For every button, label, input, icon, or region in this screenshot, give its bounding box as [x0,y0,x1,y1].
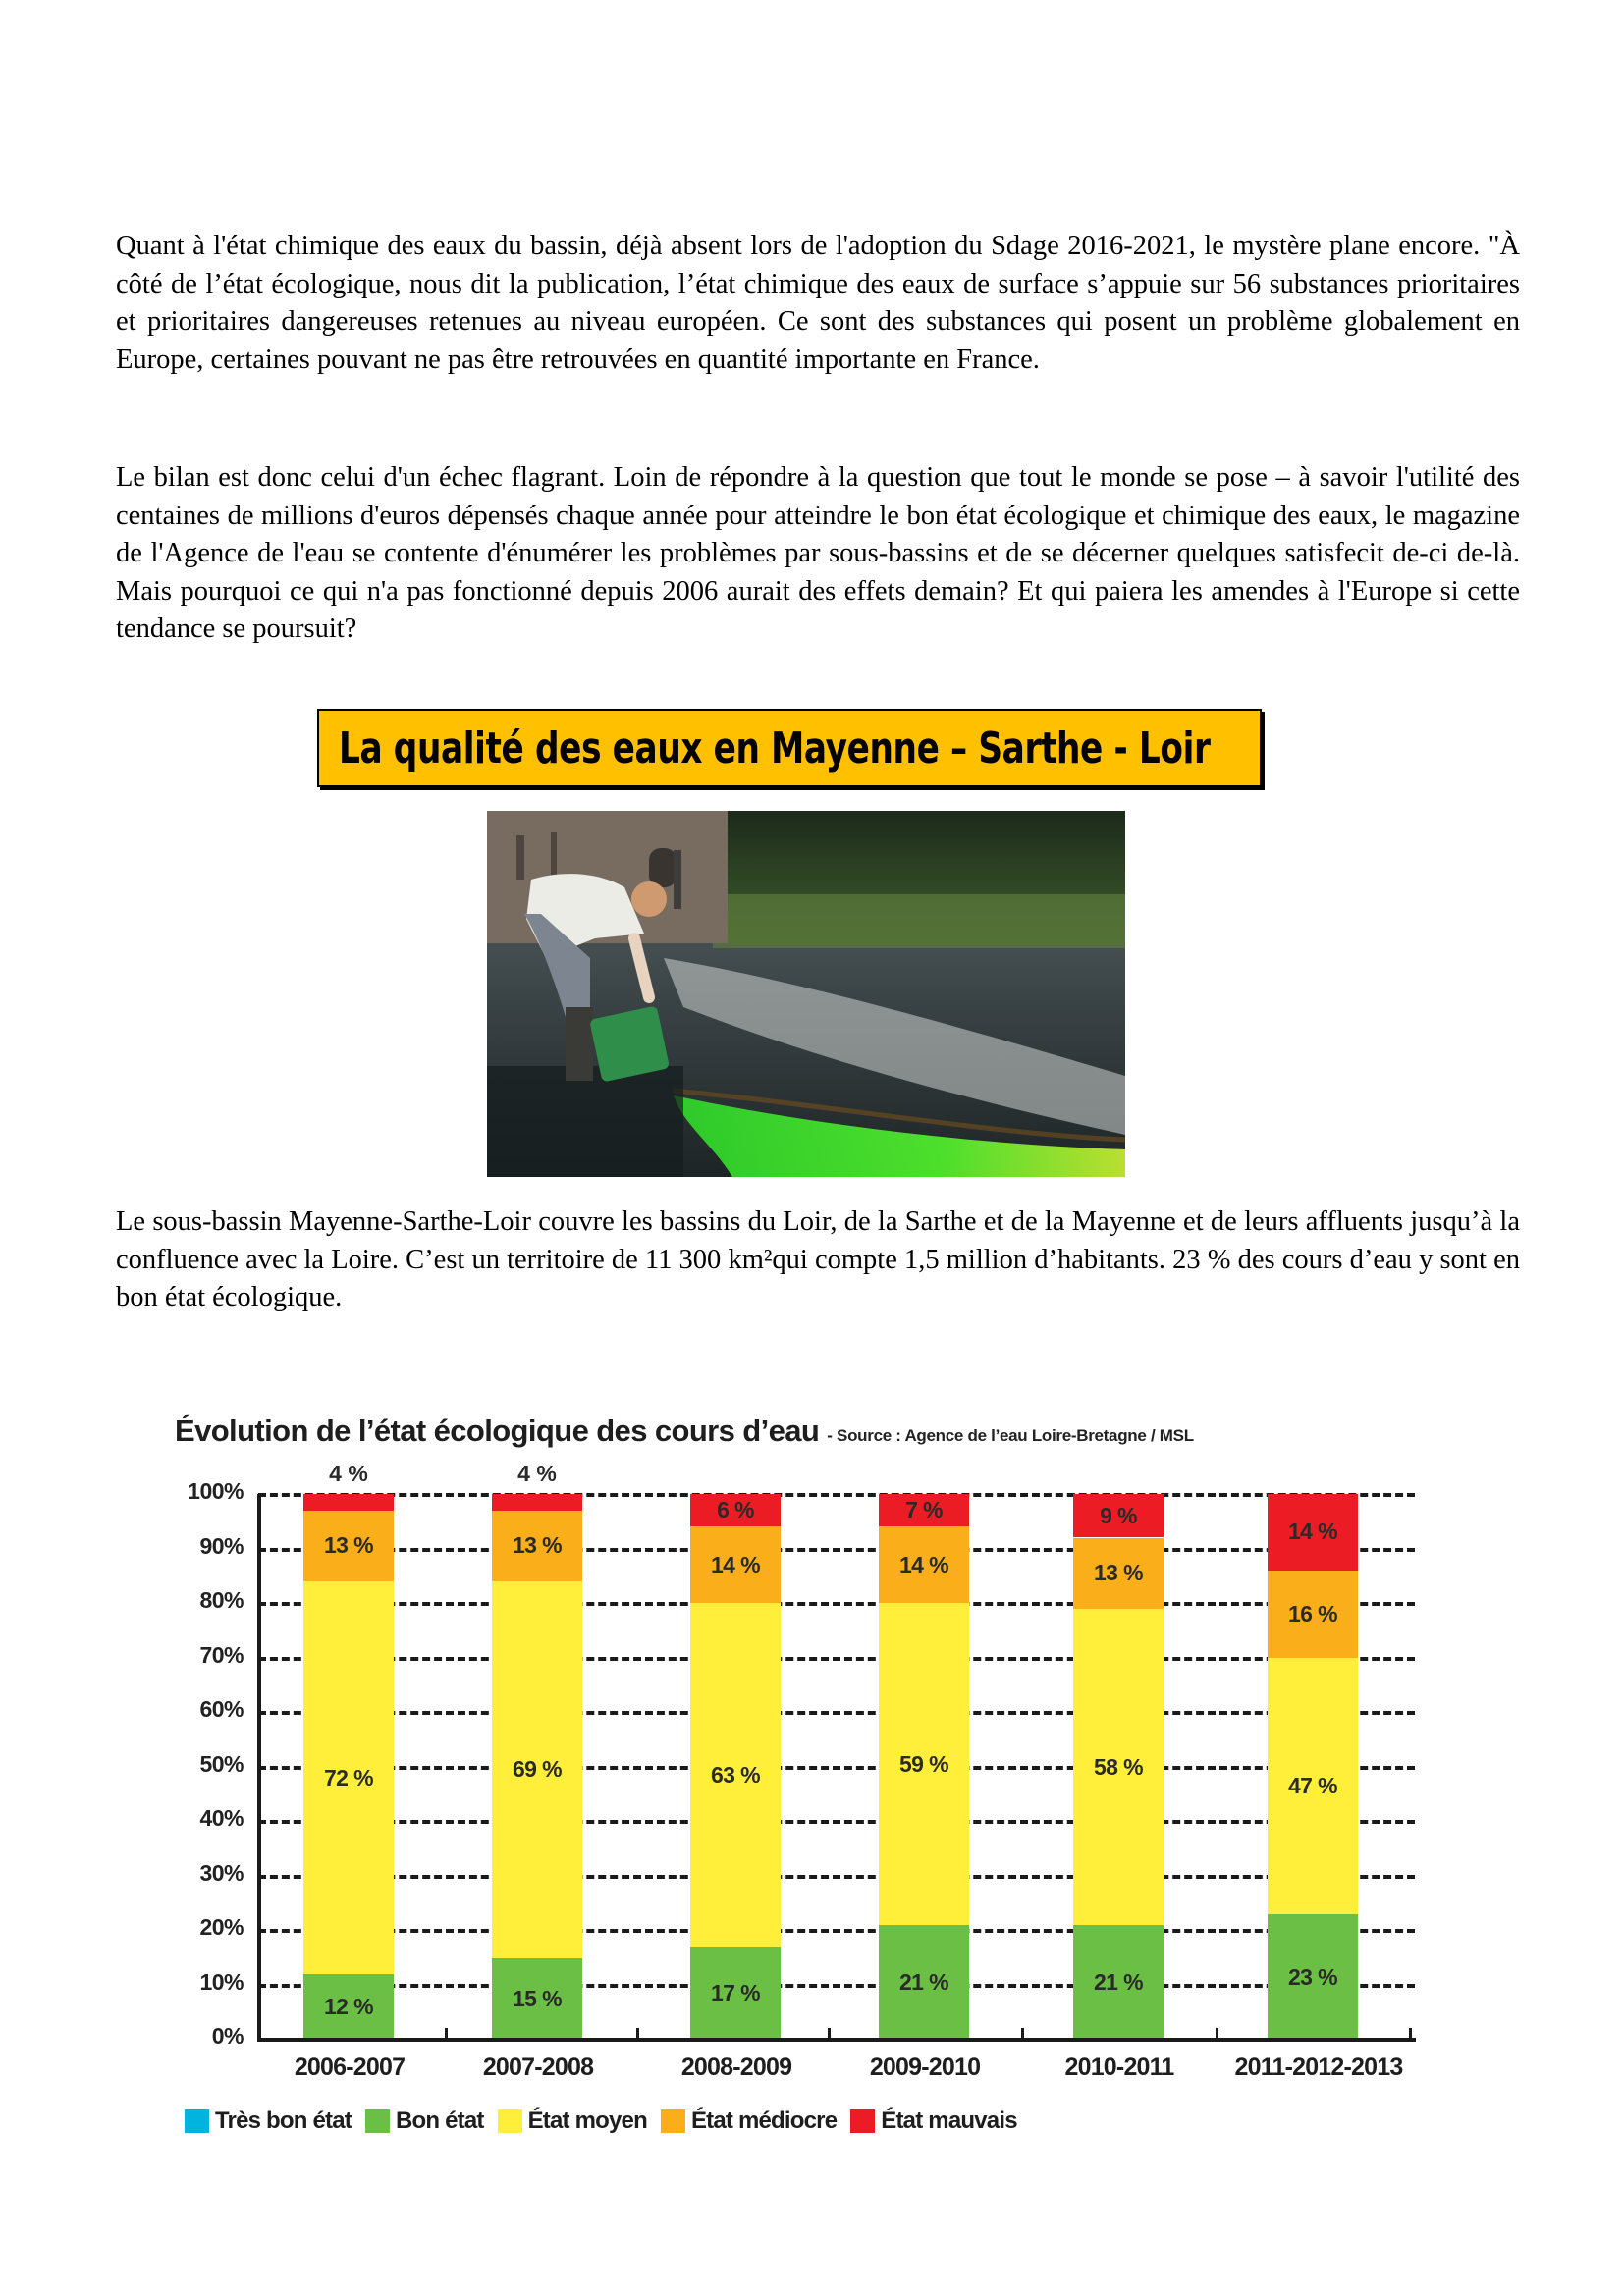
gridline-40 [258,1820,1415,1824]
bar-2009-2010 [879,1494,969,2040]
gridline-10 [258,1984,1415,1988]
x-tick-mark [1409,2028,1412,2040]
segment-value-label: 16 % [1287,1600,1338,1627]
segment-value-label-above: 4 % [329,1461,368,1486]
bar-segment [690,1603,781,1947]
segment-value-label: 69 % [512,1756,563,1783]
segment-value-label: 59 % [898,1750,949,1777]
bar-segment [690,1526,781,1603]
segment-value-label: 58 % [1093,1753,1144,1780]
bar-segment [690,1947,781,2040]
segment-value-label: 7 % [905,1497,943,1523]
x-label-2011-2012-2013: 2011-2012-2013 [1234,2054,1403,2081]
legend-item-mediocre [661,2108,837,2135]
y-tick-0: 0% [211,2023,244,2049]
gridline-100 [258,1493,1415,1497]
y-tick-70: 70% [199,1642,244,1668]
paragraph-sous-bassin: Le sous-bassin Mayenne-Sarthe-Loir couvre les bassins du Loir, de la Sarthe et de la Mayenne et de leurs affluents jusqu’à la confluence avec la Loire. C’est un territoire de 11 300 km²qui compte 1,5 million d’habitants. 23 % des cours d’eau y sont en bon état écologique. [116,1206,1520,1312]
gridline-50 [258,1766,1415,1770]
bar-segment [1268,1914,1358,2040]
legend-label: État moyen [527,2108,647,2134]
legend-label: Très bon état [215,2108,352,2134]
bar-segment [1073,1609,1164,1925]
legend-label: Bon état [395,2108,484,2134]
bar-segment [492,1958,582,2040]
segment-value-label: 13 % [512,1532,563,1559]
y-tick-40: 40% [199,1805,244,1831]
x-tick-mark [636,2028,639,2040]
segment-value-label: 13 % [323,1532,374,1559]
bar-segment [879,1494,969,1526]
bar-segment [1268,1571,1358,1658]
x-tick-mark [828,2028,831,2040]
segment-value-label: 21 % [898,1969,949,1996]
bar-segment [1073,1925,1164,2040]
y-tick-100: 100% [188,1478,244,1504]
paragraph-etat-chimique: Quant à l'état chimique des eaux du bassin, déjà absent lors de l'adoption du Sdage 2016-2021, le mystère plane encore. "À côté de l’état écologique, nous dit la publication, l’état chimique des eaux de surface s’appuie sur 56 substances prioritaires et prioritaires dangereuses retenues au niveau européen. Ce sont des substances qui posent un problème globalement en Europe, certaines pouvant ne pas être retrouvées en quantité importante en France. [116,231,1520,375]
bar-segment [1268,1494,1358,1571]
gridline-60 [258,1711,1415,1715]
x-label-2007-2008: 2007-2008 [482,2054,594,2081]
bar-segment [1073,1538,1164,1609]
segment-value-label: 12 % [323,1994,374,2020]
legend-label: État médiocre [690,2108,838,2134]
x-tick-mark [1021,2028,1024,2040]
legend-item-mauvais [850,2108,1016,2135]
y-tick-60: 60% [199,1696,244,1722]
segment-value-label: 13 % [1093,1560,1144,1586]
legend-item-moyen [498,2108,647,2135]
chart-title [175,1414,1194,1449]
bar-segment [303,1974,394,2040]
y-tick-50: 50% [199,1751,244,1777]
x-axis [257,2038,1416,2042]
x-label-2006-2007: 2006-2007 [294,2054,406,2081]
segment-value-label: 14 % [1287,1519,1338,1545]
chart-title-text: Évolution de l’état écologique des cours d’eau [175,1414,820,1448]
bar-2010-2011 [1073,1494,1164,2040]
bar-2008-2009 [690,1494,781,2040]
bar-segment [879,1526,969,1603]
gridline-20 [258,1929,1415,1933]
segment-value-label: 47 % [1287,1772,1338,1798]
bar-segment [690,1494,781,1526]
x-tick-mark [445,2028,448,2040]
bar-segment [492,1581,582,1958]
legend-swatch-orange [661,2109,685,2133]
segment-value-label: 63 % [710,1761,761,1788]
bar-2011-2012-2013 [1268,1494,1358,2040]
segment-value-label: 72 % [323,1764,374,1790]
segment-value-label: 6 % [717,1497,754,1523]
x-label-2009-2010: 2009-2010 [869,2054,981,2081]
bar-segment [879,1603,969,1925]
legend-swatch-yellow [498,2109,522,2133]
segment-value-label: 9 % [1100,1502,1137,1528]
y-tick-20: 20% [199,1914,244,1940]
gridline-90 [258,1548,1415,1552]
bar-segment [492,1511,582,1581]
segment-value-label: 14 % [710,1551,761,1577]
bar-2006-2007 [303,1494,394,2040]
segment-value-label: 17 % [710,1980,761,2006]
y-axis [257,1494,261,2042]
legend-item-bon [365,2108,484,2135]
bar-segment [879,1925,969,2040]
bar-segment [303,1494,394,1511]
segment-value-label: 14 % [898,1551,949,1577]
river-dye-photo [487,811,1125,1177]
y-tick-80: 80% [199,1587,244,1613]
legend-swatch-blue [185,2109,209,2133]
legend-swatch-red [850,2109,875,2133]
x-label-2008-2009: 2008-2009 [680,2054,792,2081]
bar-segment [303,1511,394,1581]
legend-swatch-green [365,2109,390,2133]
bar-2007-2008 [492,1494,582,2040]
legend-label: État mauvais [881,2108,1017,2134]
bar-segment [1268,1658,1358,1914]
section-title-box [317,709,1262,787]
segment-value-label: 23 % [1287,1963,1338,1990]
section-title: La qualité des eaux en Mayenne – Sarthe - Loir [339,722,1211,774]
y-tick-90: 90% [199,1533,244,1559]
photo-illustration [487,811,1125,1177]
paragraph-bilan: Le bilan est donc celui d'un échec flagrant. Loin de répondre à la question que tout le monde se pose – à savoir l'utilité des centaines de millions d'euros dépensés chaque année pour atteindre le bon état écologique et chimique des eaux, le magazine de l'Agence de l'eau se contente d'énumérer les problèmes par sous-bassins et de se décerner quelques satisfecit de-ci de-là. Mais pourquoi ce qui n'a pas fonctionné depuis 2006 aurait des effets demain? Et qui paiera les amendes à l'Europe si cette tendance se poursuit? [116,462,1520,644]
x-label-2010-2011: 2010-2011 [1064,2054,1174,2081]
legend-item-tres-bon [185,2108,352,2135]
gridline-80 [258,1602,1415,1606]
x-tick-mark [1216,2028,1218,2040]
segment-value-label: 15 % [512,1985,563,2011]
bar-segment [1073,1494,1164,1537]
gridline-30 [258,1875,1415,1879]
y-tick-30: 30% [199,1860,244,1886]
chart-legend [185,2108,1017,2135]
segment-value-label: 21 % [1093,1969,1144,1996]
segment-value-label-above: 4 % [517,1461,557,1486]
bar-segment [303,1581,394,1974]
bar-segment [492,1494,582,1511]
gridline-70 [258,1657,1415,1661]
y-tick-10: 10% [199,1969,244,1995]
chart-source: - Source : Agence de l’eau Loire-Bretagne / MSL [827,1426,1194,1445]
